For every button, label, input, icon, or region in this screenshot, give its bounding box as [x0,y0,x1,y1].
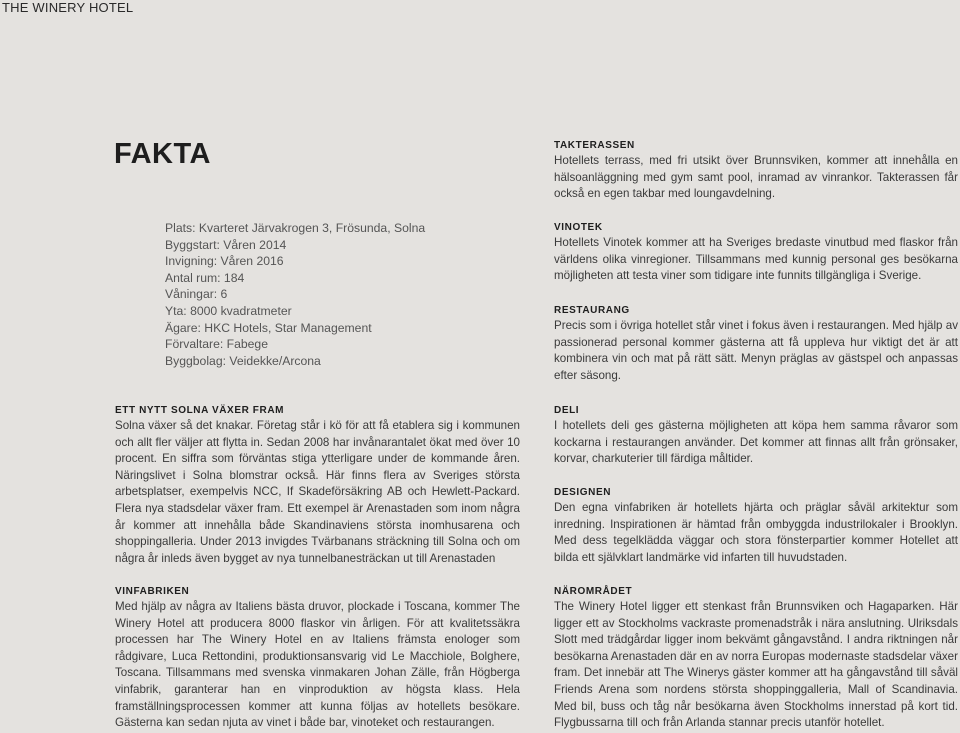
fact-inauguration: Invigning: Våren 2016 [165,254,284,269]
fact-builder: Byggbolag: Veidekke/Arcona [165,353,321,368]
section-heading: VINFABRIKEN [115,586,190,597]
fact-area: Yta: 8000 kvadratmeter [165,303,292,318]
fact-construction-start: Byggstart: Våren 2014 [165,237,287,252]
section-winery [115,586,520,732]
section-heading: DESIGNEN [554,487,612,498]
section-heading: TAKTERASSEN [554,140,635,151]
section-neighborhood [554,586,958,732]
section-body: Hotellets terrass, med fri utsikt över Brunnsviken, kommer att innehålla en hälsoanläggning med gym samt pool, inramad av vinrankor. Takterassen får också en egen takbar med loungavdelning. [554,154,958,201]
section-vinotek [554,222,958,285]
section-body: Solna växer så det knakar. Företag står i kö för att få etablera sig i kommunen och allt fler väljer att flytta in. Sedan 2008 har invånarantalet ökat med över 10 procent. En siffra som förväntas stiga ytterligare under de kommande åren. Näringslivet i Solna blomstrar också. Här finns flera av Sveriges största arbetsplatser, exempelvis NCC, If Skadeförsäkring AB och Hewlett-Packard. Flera nya stadsdelar växer fram. Ett exempel är Arenastaden som inom några år kommer att innehålla både Skandinaviens största inomhusarena och shoppingalleria. Under 2013 invigdes Tvärbanans sträckning till Solna och om några år inleds även bygget av nya tunnelbanesträckan ut till Arenastaden [115,419,520,565]
section-body: Med hjälp av några av Italiens bästa druvor, plockade i Toscana, kommer The Winery Hotel att producera 8000 flaskor vin årligen. För att kvalitetssäkra processen har The Winery Hotel en av Italiens främsta enologer som rådgivare, Luca Rettondini, produktionsansvarig vid Le Macchiole, Bolghere, Toscana. Tillsammans med svenska vinmakaren Johan Zälle, från Högberga vinfabrik, garanterar han en vinproduktion av högsta klass. Hela framställningsprocessen kommer att kunna följas av hotellets besökare. Gästerna kan sedan njuta av vinet i både bar, vinoteket och restaurangen. [115,600,520,730]
fact-owner: Ägare: HKC Hotels, Star Management [165,320,372,335]
fact-room-count: Antal rum: 184 [165,270,245,285]
section-heading: DELI [554,405,580,416]
section-heading: RESTAURANG [554,305,630,316]
section-body: Precis som i övriga hotellet står vinet i fokus även i restaurangen. Med hjälp av passionerad personal kommer gästerna att få uppleva hur viktigt det är att kombinera vin och mat på rätt sätt. Menyn präglas av gästspel och anpassas efter säsong. [554,319,958,382]
section-heading: NÄROMRÅDET [554,586,633,597]
section-deli [554,405,958,468]
brand-name: THE WINERY HOTEL [2,0,134,15]
fact-manager: Förvaltare: Fabege [165,337,268,352]
section-heading: ETT NYTT SOLNA VÄXER FRAM [115,405,285,416]
section-design [554,487,958,566]
page-title: FAKTA [114,138,212,170]
section-body: Hotellets Vinotek kommer att ha Sveriges bredaste vinutbud med flaskor från världens olika vinregioner. Tillsammans med kunnig personal ges besökarna möjligheten att testa viner som tidigare inte funnits tillgängliga i Sverige. [554,236,958,283]
section-body: I hotellets deli ges gästerna möjligheten att köpa hem samma råvaror som kockarna i restaurangen använder. Det kommer att finnas allt från grönsaker, korvar, charkuterier till färdiga måltider. [554,419,958,466]
section-body: Den egna vinfabriken är hotellets hjärta och präglar såväl arkitektur som inredning. Inspirationen är hämtad från ombyggda industrilokaler i Brooklyn. Med dess tegelklädda väggar och stora fönsterpartier kommer Hotellet att bilda ett självklart landmärke vid infarten till huvudstaden. [554,501,958,564]
section-restaurant [554,305,958,384]
fact-floors: Våningar: 6 [165,287,228,302]
fact-location: Plats: Kvarteret Järvakrogen 3, Frösunda, Solna [165,221,426,235]
section-body: The Winery Hotel ligger ett stenkast från Brunnsviken och Hagaparken. Här ligger ett av Stockholms vackraste promenadstråk i nära anslutning. Ulriksdals Slott med trädgårdar ligger inom bekvämt gångavstånd. I andra riktningen når besökarna Arenastaden där en av norra Europas modernaste stadsdelar växer fram. Det innebär att The Winerys gäster kommer att ha gångavstånd till såväl Friends Arena som nordens största shoppinggalleria, Mall of Scandinavia. Med bil, buss och tåg når besökarna även Stockholms innerstad på kort tid. Flygbussarna till och från Arlanda stannar precis utanför hotellet. [554,600,958,730]
section-roof-terrace [554,140,958,203]
facts-list [165,220,425,369]
section-heading: VINOTEK [554,222,603,233]
section-new-solna [115,405,520,567]
